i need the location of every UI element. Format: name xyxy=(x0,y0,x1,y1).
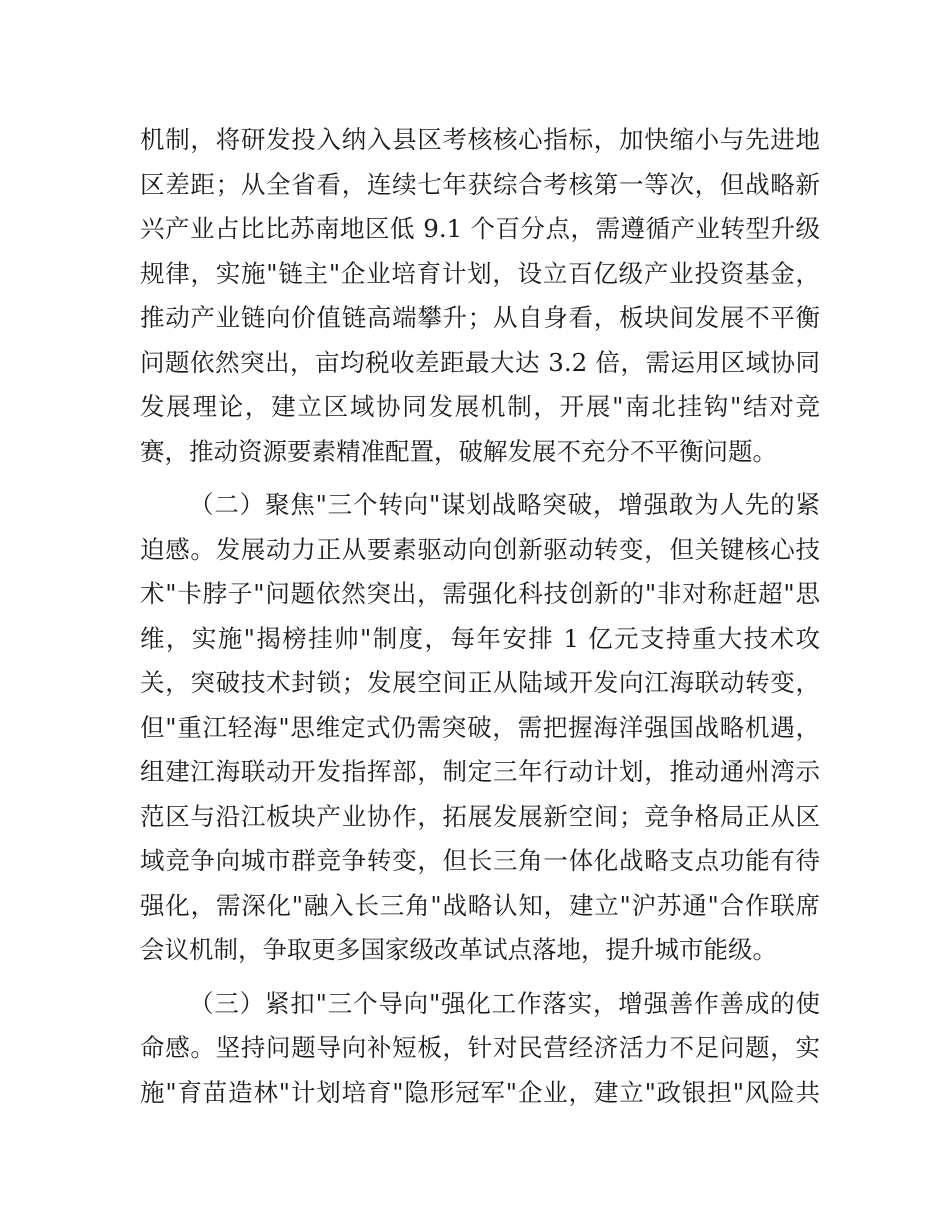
text-line: 维，实施"揭榜挂帅"制度，每年安排 1 亿元支持重大技术攻 xyxy=(140,623,820,653)
text-line: 会议机制，争取更多国家级改革试点落地，提升城市能级。 xyxy=(140,935,777,964)
text-line: 域竞争向城市群竞争转变，但长三角一体化战略支点功能有待 xyxy=(140,846,820,875)
text-line: 关，突破技术封锁；发展空间正从陆域开发向江海联动转变， xyxy=(140,668,820,697)
text-line: 范区与沿江板块产业协作，拓展发展新空间；竞争格局正从区 xyxy=(140,801,820,831)
text-line: 问题依然突出，亩均税收差距最大达 3.2 倍，需运用区域协同 xyxy=(140,347,820,377)
text-line: 施"育苗造林"计划培育"隐形冠军"企业，建立"政银担"风险共 xyxy=(140,1077,820,1107)
text-line: 赛，推动资源要素精准配置，破解发展不充分不平衡问题。 xyxy=(140,436,777,466)
text-line: 机制，将研发投入纳入县区考核核心指标，加快缩小与先进地 xyxy=(140,125,820,154)
text-line: 推动产业链向价值链高端攀升；从自身看，板块间发展不平衡 xyxy=(140,303,820,332)
paragraph-gap xyxy=(140,474,820,483)
text-line: 强化，需深化"融入长三角"战略认知，建立"沪苏通"合作联席 xyxy=(140,890,820,920)
text-line: 区差距；从全省看，连续七年获综合考核第一等次，但战略新 xyxy=(140,169,820,199)
document-body xyxy=(140,118,820,1115)
text-line: 但"重江轻海"思维定式仍需突破，需把握海洋强国战略机遇， xyxy=(140,712,820,742)
text-line: 组建江海联动开发指挥部，制定三年行动计划，推动通州湾示 xyxy=(140,757,820,786)
text-line: 命感。坚持问题导向补短板，针对民营经济活力不足问题，实 xyxy=(140,1033,820,1062)
text-line: 兴产业占比比苏南地区低 9.1 个百分点，需遵循产业转型升级 xyxy=(140,214,820,243)
paragraph-3 xyxy=(140,982,820,1116)
text-line: 规律，实施"链主"企业培育计划，设立百亿级产业投资基金， xyxy=(140,258,820,288)
text-line: 迫感。发展动力正从要素驱动向创新驱动转变，但关键核心技 xyxy=(140,534,820,564)
text-line: 发展理论，建立区域协同发展机制，开展"南北挂钩"结对竞 xyxy=(140,392,820,421)
paragraph-1 xyxy=(140,118,820,474)
section-heading-line: （三）紧扣"三个导向"强化工作落实，增强善作善成的使 xyxy=(189,988,820,1018)
paragraph-2 xyxy=(140,483,820,973)
text-line: 术"卡脖子"问题依然突出，需强化科技创新的"非对称赶超"思 xyxy=(140,579,820,608)
section-heading-line: （二）聚焦"三个转向"谋划战略突破，增强敢为人先的紧 xyxy=(189,490,820,519)
paragraph-gap xyxy=(140,973,820,982)
